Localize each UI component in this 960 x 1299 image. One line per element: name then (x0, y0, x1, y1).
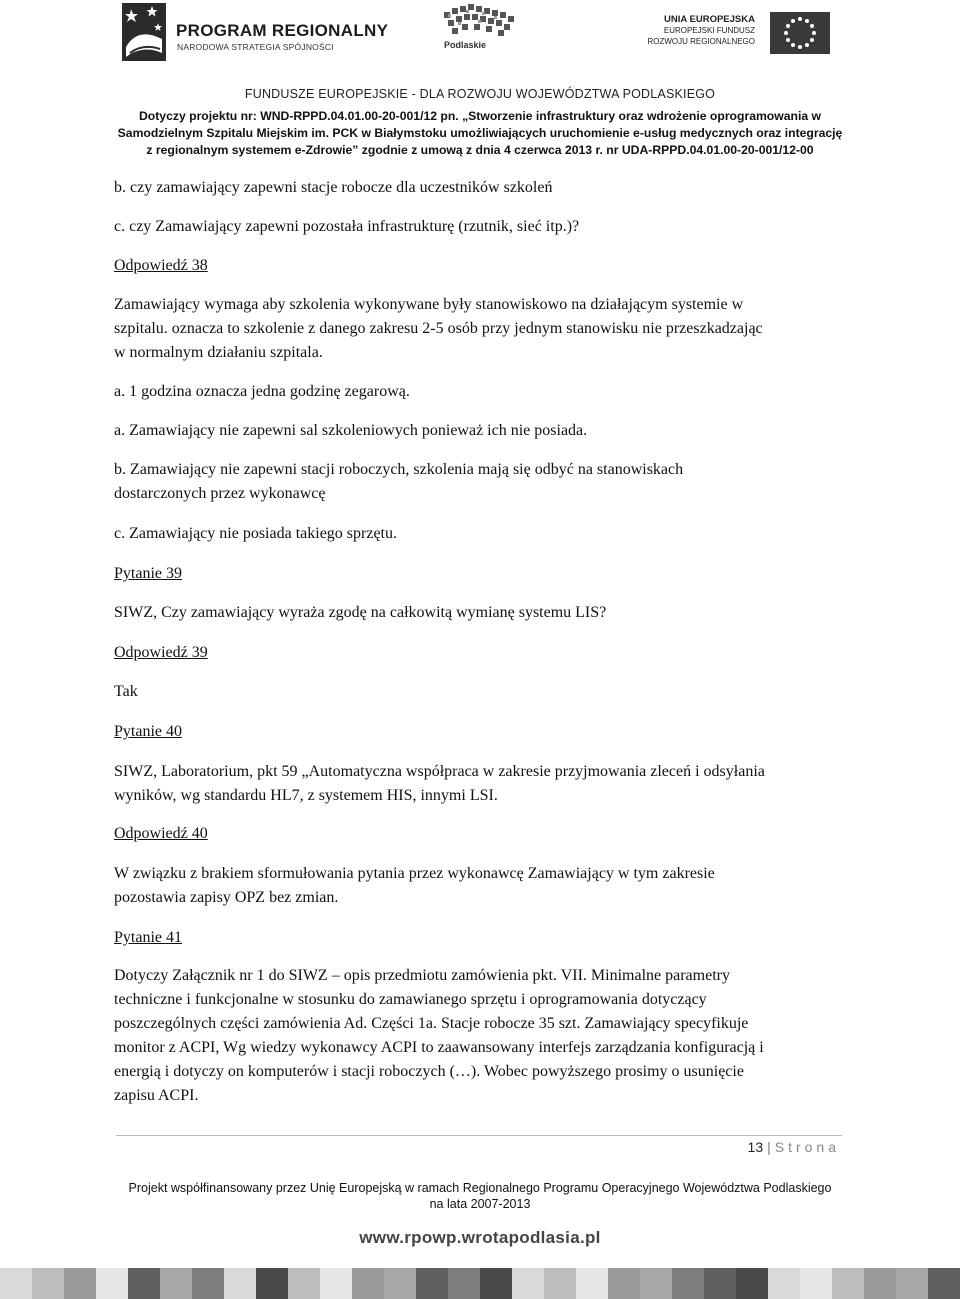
text-line: szpitalu. oznacza to szkolenie z danego zakresu 2-5 osób przy jednym stanowisku nie przeszkadzając (114, 320, 763, 337)
text-line: wyników, wg standardu HL7, z systemem HIS, innymi LSI. (114, 787, 498, 804)
paragraph-c-infrastructure: c. czy Zamawiający zapewni pozostała infrastrukturę (rzutnik, sieć itp.)? (114, 218, 580, 235)
page-word: Strona (774, 1139, 840, 1155)
cofinance-note (0, 1180, 960, 1212)
paragraph-answer-40 (114, 862, 854, 910)
footer-stripe (96, 1268, 128, 1299)
paragraph-a-rooms: a. Zamawiający nie zapewni sal szkoleniowych ponieważ ich nie posiada. (114, 422, 588, 439)
program-regionalny-logo (122, 3, 389, 63)
footer-stripe (416, 1268, 448, 1299)
paragraph-b-workstations (114, 458, 854, 506)
cofinance-line-1: Projekt współfinansowany przez Unię Europejską w ramach Regionalnego Programu Operacyjnego Województwa Podlaskiego (128, 1181, 832, 1195)
footer-stripe (768, 1268, 800, 1299)
funds-line: FUNDUSZE EUROPEJSKIE - DLA ROZWOJU WOJEWÓDZTWA PODLASKIEGO (244, 87, 716, 101)
text-line: SIWZ, Laboratorium, pkt 59 „Automatyczna współpraca w zakresie przyjmowania zleceń i odsyłania (114, 763, 765, 780)
paragraph-a-hour: a. 1 godzina oznacza jedna godzinę zegarową. (114, 383, 410, 400)
program-title: PROGRAM REGIONALNY (176, 21, 389, 40)
heading-answer-38: Odpowiedź 38 (114, 257, 208, 274)
page-separator: | (767, 1139, 771, 1155)
footer-stripe (672, 1268, 704, 1299)
podlaskie-logo (440, 0, 520, 56)
text-line: Dotyczy Załącznik nr 1 do SIWZ – opis przedmiotu zamówienia pkt. VII. Minimalne parametry (114, 967, 730, 984)
project-line-2: Samodzielnym Szpitalu Miejskim im. PCK w Białymstoku umożliwiających uruchomienie e-usług medycznych oraz integrację (117, 126, 843, 140)
footer-stripe (192, 1268, 224, 1299)
eu-line3: ROZWOJU REGIONALNEGO (647, 37, 755, 46)
text-line: poszczególnych części zamówienia Ad. Części 1a. Stacje robocze 35 szt. Zamawiający specyfikuje (114, 1015, 749, 1032)
eu-line1: UNIA EUROPEJSKA (664, 14, 755, 25)
footer-stripe (352, 1268, 384, 1299)
text-line: zapisu ACPI. (114, 1087, 199, 1104)
program-subtitle: NARODOWA STRATEGIA SPÓJNOŚCI (177, 42, 334, 52)
footer-stripe (64, 1268, 96, 1299)
footer-stripe (640, 1268, 672, 1299)
footer-stripe (736, 1268, 768, 1299)
project-line-1: Dotyczy projektu nr: WND-RPPD.04.01.00-20-001/12 pn. „Stworzenie infrastruktury oraz wdrożenie oprogramowania w (139, 109, 821, 123)
paragraph-answer-39: Tak (114, 683, 138, 700)
footer-stripe (128, 1268, 160, 1299)
heading-answer-40: Odpowiedź 40 (114, 825, 208, 842)
text-line: energią i dotyczy on komputerów i stacji roboczych (…). Wobec powyższego prosimy o usunięcie (114, 1063, 744, 1080)
bison-icon (442, 2, 518, 42)
text-line: pozostawia zapisy OPZ bez zmian. (114, 889, 339, 906)
project-line-3: z regionalnym systemem e-Zdrowie” zgodnie z umową z dnia 4 czerwca 2013 r. nr UDA-RPPD.04.01.00-20-001/12-00 (146, 143, 814, 157)
page-number (748, 1139, 840, 1155)
paragraph-question-41 (114, 964, 854, 1108)
text-line: dostarczonych przez wykonawcę (114, 485, 326, 502)
footer-stripe (928, 1268, 960, 1299)
text-line: b. Zamawiający nie zapewni stacji roboczych, szkolenia mają się odbyć na stanowiskach (114, 461, 684, 478)
text-line: W związku z brakiem sformułowania pytania przez wykonawcę Zamawiający w tym zakresie (114, 865, 715, 882)
paragraph-answer-38 (114, 293, 854, 365)
footer-stripe (512, 1268, 544, 1299)
footer-stripe (480, 1268, 512, 1299)
footer-stripe (576, 1268, 608, 1299)
heading-answer-39: Odpowiedź 39 (114, 644, 208, 661)
footer-stripe (320, 1268, 352, 1299)
footer-stripe (256, 1268, 288, 1299)
footer-url: www.rpowp.wrotapodlasia.pl (359, 1228, 601, 1247)
heading-question-41: Pytanie 41 (114, 929, 182, 946)
text-line: techniczne i funkcjonalne w stosunku do zamawianego sprzętu i oprogramowania dotyczący (114, 991, 707, 1008)
paragraph-c-equipment: c. Zamawiający nie posiada takiego sprzętu. (114, 525, 397, 542)
podlaskie-label: Podlaskie (444, 40, 487, 50)
paragraph-b-stations: b. czy zamawiający zapewni stacje robocze dla uczestników szkoleń (114, 179, 553, 196)
footer-stripe (864, 1268, 896, 1299)
text-line: Zamawiający wymaga aby szkolenia wykonywane były stanowiskowo na działającym systemie w (114, 296, 744, 313)
text-line: monitor z ACPI, Wg wiedzy wykonawcy ACPI to zaawansowany interfejs zarządzania konfiguracją i (114, 1039, 764, 1056)
text-line: w normalnym działaniu szpitala. (114, 344, 323, 361)
footer-stripe (32, 1268, 64, 1299)
program-emblem-icon (122, 3, 166, 61)
footer-stripe (608, 1268, 640, 1299)
footer-stripe (544, 1268, 576, 1299)
footer-stripe (448, 1268, 480, 1299)
heading-question-40: Pytanie 40 (114, 723, 182, 740)
footer-stripe (384, 1268, 416, 1299)
footer-stripe (800, 1268, 832, 1299)
heading-question-39: Pytanie 39 (114, 565, 182, 582)
footer-stripe (704, 1268, 736, 1299)
footer-divider (116, 1135, 842, 1136)
cofinance-line-2: na lata 2007-2013 (429, 1197, 531, 1211)
footer-stripe (896, 1268, 928, 1299)
eu-logo (647, 12, 835, 60)
project-header (100, 108, 860, 159)
paragraph-question-39: SIWZ, Czy zamawiający wyraża zgodę na całkowitą wymianę systemu LIS? (114, 604, 607, 621)
eu-flag-icon (770, 12, 830, 54)
paragraph-question-40 (114, 760, 854, 808)
footer-stripe (160, 1268, 192, 1299)
header-logos (0, 0, 960, 82)
footer-stripe (0, 1268, 32, 1299)
footer-stripe (288, 1268, 320, 1299)
footer-stripe (832, 1268, 864, 1299)
footer-stripe (224, 1268, 256, 1299)
page-number-value: 13 (747, 1139, 764, 1155)
footer-stripes (0, 1268, 960, 1299)
eu-line2: EUROPEJSKI FUNDUSZ (663, 26, 755, 35)
